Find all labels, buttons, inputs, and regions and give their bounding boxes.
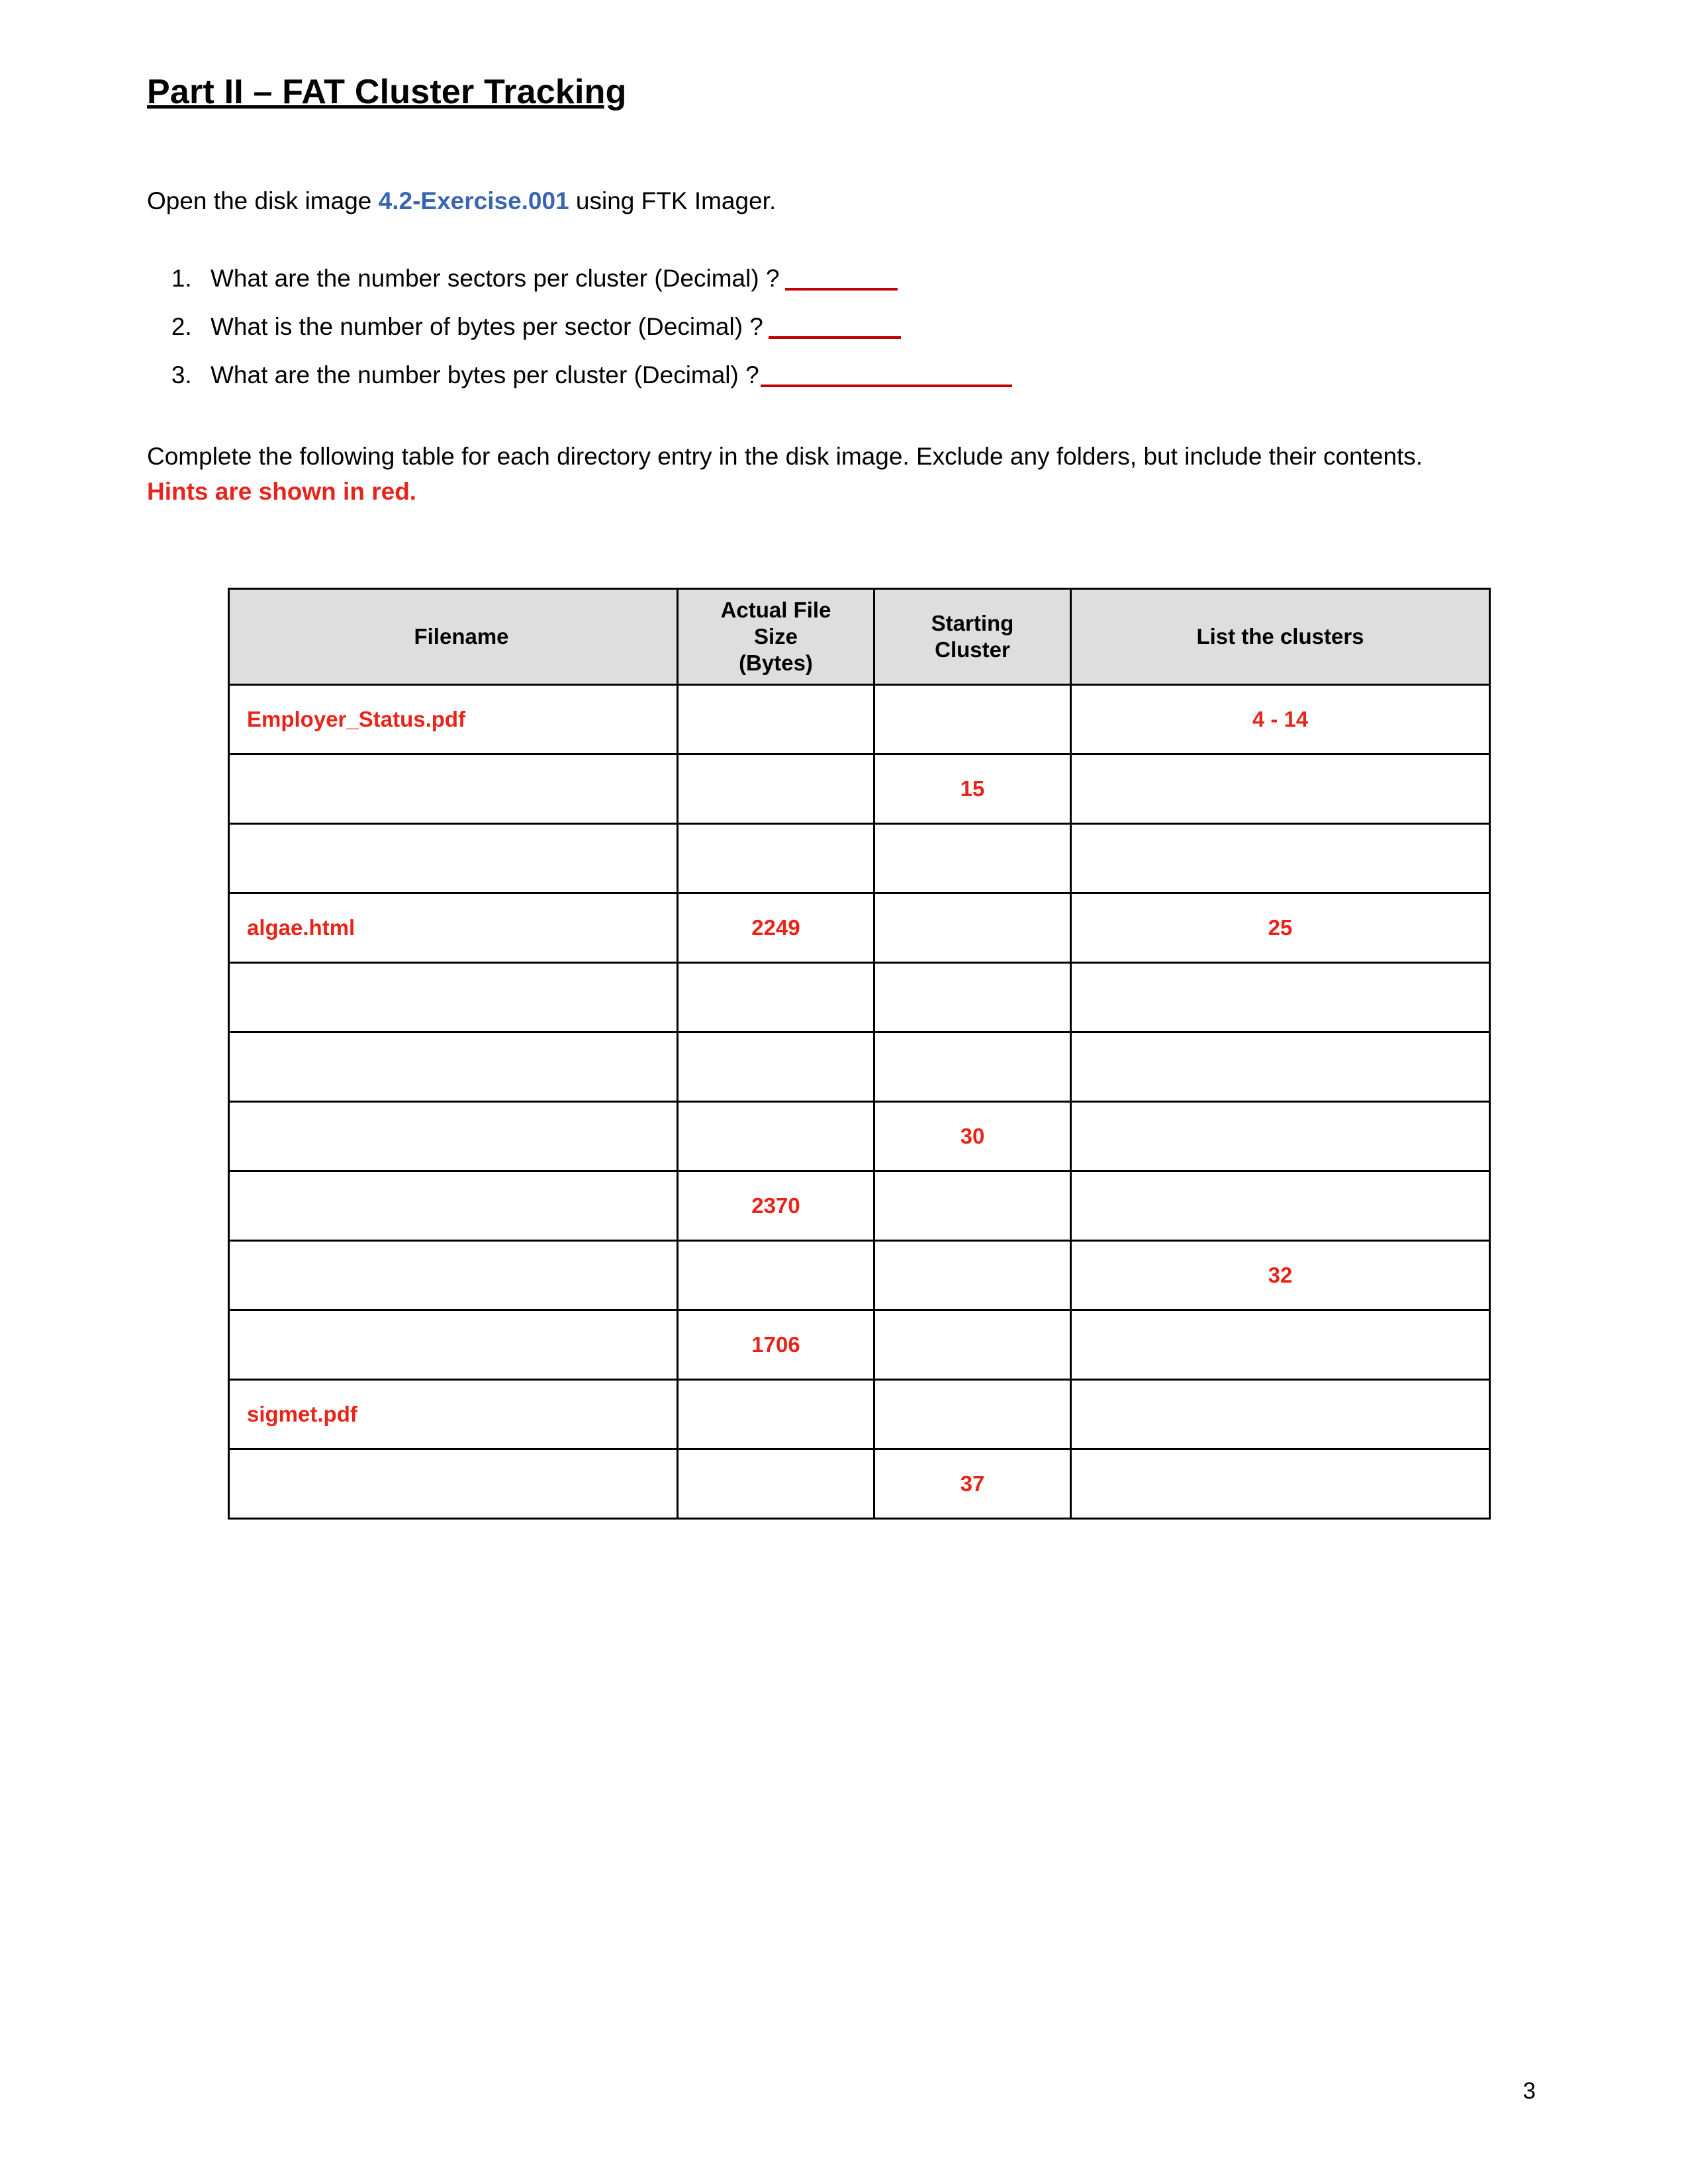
intro-prefix: Open the disk image — [147, 187, 379, 214]
cell-starting-cluster[interactable] — [874, 1379, 1071, 1449]
cell-starting-cluster[interactable] — [874, 1240, 1071, 1310]
cell-clusters[interactable] — [1071, 823, 1490, 893]
question-item-1 — [199, 266, 1530, 291]
header-size-line-2: Size — [753, 623, 798, 649]
intro-suffix: using FTK Imager. — [569, 187, 776, 214]
question-text-3: What are the number bytes per cluster (Decimal) ? — [211, 361, 759, 388]
cell-size[interactable]: 2249 — [678, 893, 874, 962]
question-text-1: What are the number sectors per cluster (Decimal) ? — [211, 264, 780, 292]
cell-filename[interactable] — [229, 754, 678, 823]
cell-size[interactable] — [678, 1379, 874, 1449]
cell-size[interactable] — [678, 1240, 874, 1310]
cell-starting-cluster[interactable] — [874, 1032, 1071, 1101]
cell-size[interactable] — [678, 684, 874, 754]
table-header-row — [229, 588, 1490, 684]
cell-size[interactable] — [678, 1032, 874, 1101]
header-size-line-3: (Bytes) — [739, 651, 813, 675]
cell-starting-cluster[interactable] — [874, 893, 1071, 962]
cell-filename[interactable] — [229, 1032, 678, 1101]
header-actual-file-size — [678, 588, 874, 684]
table-row — [229, 754, 1490, 823]
cell-filename[interactable] — [229, 1101, 678, 1171]
cell-starting-cluster[interactable]: 15 — [874, 754, 1071, 823]
cell-filename[interactable] — [229, 823, 678, 893]
page-number: 3 — [1523, 2078, 1536, 2104]
question-item-2 — [199, 314, 1530, 339]
instruction-paragraph — [147, 439, 1477, 510]
cell-starting-cluster[interactable] — [874, 1171, 1071, 1240]
cell-clusters[interactable] — [1071, 1101, 1490, 1171]
table-body — [229, 684, 1490, 1518]
cell-filename[interactable]: algae.html — [229, 893, 678, 962]
cell-filename[interactable] — [229, 1240, 678, 1310]
cell-size[interactable] — [678, 1449, 874, 1518]
table-row — [229, 684, 1490, 754]
cell-starting-cluster[interactable] — [874, 823, 1071, 893]
table-row — [229, 1310, 1490, 1379]
header-filename: Filename — [229, 588, 678, 684]
table-row — [229, 1101, 1490, 1171]
page-title: Part II – FAT Cluster Tracking — [147, 73, 627, 111]
table-row — [229, 1171, 1490, 1240]
cell-clusters[interactable] — [1071, 1449, 1490, 1518]
cell-starting-cluster[interactable]: 37 — [874, 1449, 1071, 1518]
cell-starting-cluster[interactable] — [874, 1310, 1071, 1379]
table-row — [229, 893, 1490, 962]
header-start-line-1: Starting — [931, 610, 1014, 635]
cell-filename[interactable] — [229, 1310, 678, 1379]
cell-size[interactable]: 2370 — [678, 1171, 874, 1240]
cell-clusters[interactable]: 25 — [1071, 893, 1490, 962]
table-row — [229, 1449, 1490, 1518]
header-list-clusters: List the clusters — [1071, 588, 1490, 684]
header-starting-cluster — [874, 588, 1071, 684]
answer-blank-2[interactable] — [769, 316, 901, 339]
instruction-hint: Hints are shown in red. — [147, 478, 417, 506]
document-content — [147, 73, 1530, 1520]
table-row — [229, 823, 1490, 893]
cell-size[interactable] — [678, 823, 874, 893]
answer-blank-1[interactable] — [785, 268, 898, 291]
cell-starting-cluster[interactable]: 30 — [874, 1101, 1071, 1171]
cell-filename[interactable] — [229, 1171, 678, 1240]
cell-filename[interactable]: Employer_Status.pdf — [229, 684, 678, 754]
cell-clusters[interactable]: 4 - 14 — [1071, 684, 1490, 754]
cell-size[interactable] — [678, 1101, 874, 1171]
header-start-line-2: Cluster — [935, 637, 1010, 662]
cell-clusters[interactable] — [1071, 754, 1490, 823]
cell-size[interactable] — [678, 962, 874, 1032]
disk-image-name: 4.2-Exercise.001 — [378, 187, 569, 214]
cell-clusters[interactable] — [1071, 1310, 1490, 1379]
cell-clusters[interactable] — [1071, 1379, 1490, 1449]
instruction-text: Complete the following table for each directory entry in the disk image. Exclude any folders, but include their contents. — [147, 442, 1423, 470]
cell-starting-cluster[interactable] — [874, 962, 1071, 1032]
question-item-3 — [199, 363, 1530, 387]
table-head — [229, 588, 1490, 684]
table-row — [229, 1240, 1490, 1310]
cell-filename[interactable] — [229, 1449, 678, 1518]
cell-clusters[interactable] — [1071, 1032, 1490, 1101]
cell-filename[interactable] — [229, 962, 678, 1032]
cell-filename[interactable]: sigmet.pdf — [229, 1379, 678, 1449]
cluster-tracking-table — [228, 588, 1491, 1520]
cell-starting-cluster[interactable] — [874, 684, 1071, 754]
cell-size[interactable] — [678, 754, 874, 823]
table-row — [229, 1379, 1490, 1449]
questions-list — [147, 266, 1530, 387]
cell-clusters[interactable] — [1071, 962, 1490, 1032]
cell-size[interactable]: 1706 — [678, 1310, 874, 1379]
intro-paragraph — [147, 184, 1530, 218]
answer-blank-3[interactable] — [761, 365, 1012, 387]
table-row — [229, 1032, 1490, 1101]
question-text-2: What is the number of bytes per sector (Decimal) ? — [211, 312, 763, 340]
header-size-line-1: Actual File — [720, 597, 831, 622]
cell-clusters[interactable] — [1071, 1171, 1490, 1240]
cell-clusters[interactable]: 32 — [1071, 1240, 1490, 1310]
table-row — [229, 962, 1490, 1032]
